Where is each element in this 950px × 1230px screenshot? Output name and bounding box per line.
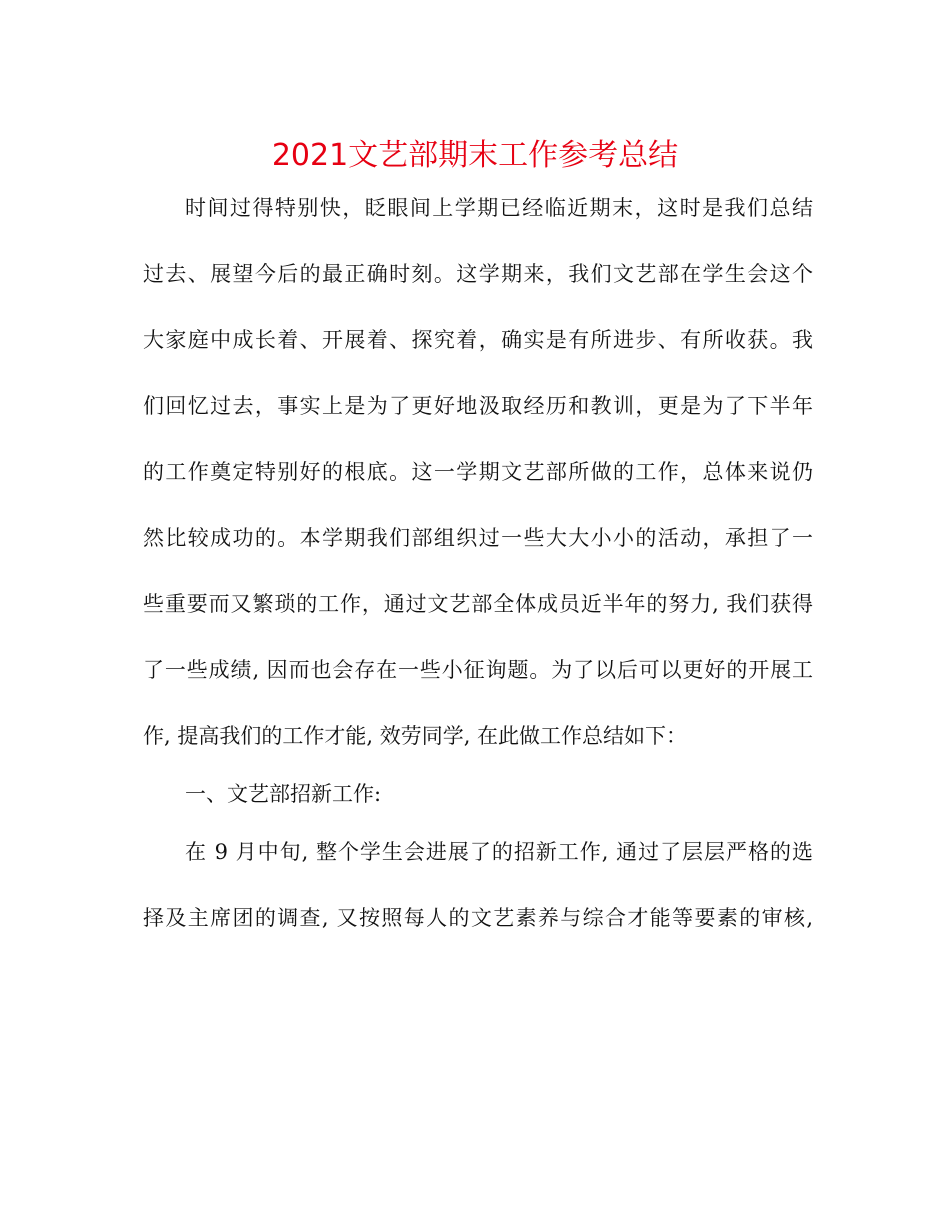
paragraph-line: 然比较成功的。本学期我们部组织过一些大大小小的活动，承担了一: [143, 526, 813, 550]
paragraph-line: 的工作奠定特别好的根底。这一学期文艺部所做的工作，总体来说仍: [143, 460, 813, 484]
paragraph-line: 在 9 月中旬, 整个学生会进展了的招新工作, 通过了层层严格的选: [185, 840, 813, 864]
paragraph-line: 作, 提高我们的工作才能, 效劳同学, 在此做工作总结如下：: [143, 724, 688, 748]
paragraph-line: 们回忆过去，事实上是为了更好地汲取经历和教训，更是为了下半年: [143, 394, 813, 418]
document-body: [143, 182, 813, 958]
paragraph-line: 些重要而又繁琐的工作，通过文艺部全体成员近半年的努力, 我们获得: [143, 592, 813, 616]
paragraph-line: 了一些成绩, 因而也会存在一些小征询题。为了以后可以更好的开展工: [143, 658, 813, 682]
paragraph-line: 时间过得特别快，眨眼间上学期已经临近期末，这时是我们总结: [185, 196, 813, 220]
document-title: 2021文艺部期末工作参考总结: [271, 138, 679, 173]
section-heading: 一、文艺部招新工作:: [185, 782, 382, 806]
paragraph-line: 过去、展望今后的最正确时刻。这学期来，我们文艺部在学生会这个: [143, 262, 813, 286]
paragraph-line: 大家庭中成长着、开展着、探究着，确实是有所进步、有所收获。我: [143, 328, 813, 352]
paragraph-line: 择及主席团的调查, 又按照每人的文艺素养与综合才能等要素的审核,: [143, 906, 813, 930]
